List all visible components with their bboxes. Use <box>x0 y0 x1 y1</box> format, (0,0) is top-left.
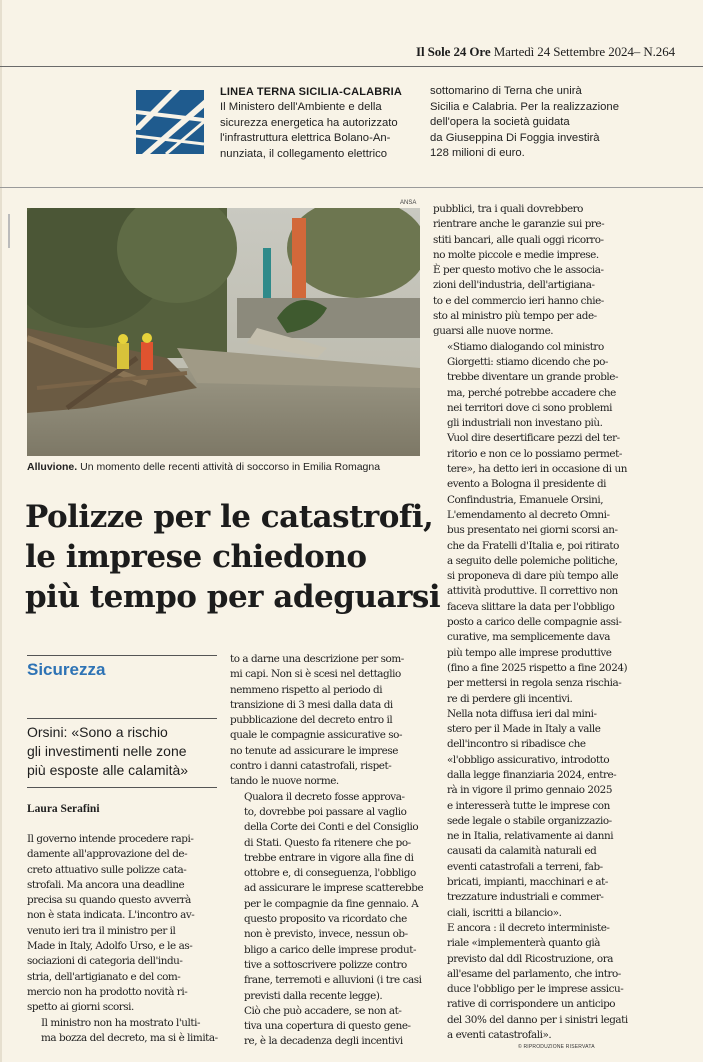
author-byline: Laura Serafini <box>27 803 100 815</box>
subtitle-rule <box>27 787 217 788</box>
subtitle-line: gli investimenti nelle zone <box>27 743 187 759</box>
article-paragraph <box>433 921 629 1043</box>
article-column-3 <box>433 202 629 1043</box>
text-line: tere», ha detto ieri in occasione di un <box>447 463 627 476</box>
text-line: precisa su quando questo avverrà <box>27 894 191 907</box>
text-line: trebbe entrare in vigore alla fine di <box>244 851 414 864</box>
brief-line: sicurezza energetica ha autorizzato <box>220 116 398 129</box>
text-line: «l'obbligo assicurativo, introdotto <box>447 753 610 766</box>
text-line: re, è la decadenza degli incentivi <box>244 1035 403 1048</box>
text-line: a eventi catastrofali». <box>447 1029 552 1042</box>
subtitle-line: più esposte alle calamità» <box>27 762 189 778</box>
article-paragraph <box>230 790 425 1004</box>
photo-credit: ANSA <box>400 200 417 206</box>
text-line: attività produttive. Il correttivo non <box>447 585 618 598</box>
text-line: trezzature industriali e commer- <box>447 891 604 904</box>
text-line: per le compagnie da fine gennaio. A <box>244 897 419 910</box>
brief-title: LINEA TERNA SICILIA-CALABRIA <box>220 86 402 98</box>
text-line: del 30% del danno per i sinistri legati <box>447 1013 628 1026</box>
text-line: (fino a fine 2025 rispetto a fine 2024) <box>447 661 628 674</box>
text-line: no tenute ad assicurare le imprese <box>230 744 398 757</box>
page-header <box>0 38 703 68</box>
text-line: damente all'approvazione del de- <box>27 848 188 861</box>
text-line: no molte piccole e medie imprese. <box>433 248 599 261</box>
text-line: all'esame del parlamento, che intro- <box>447 967 621 980</box>
text-line: Ciò che può accadere, se non at- <box>244 1004 402 1017</box>
text-line: pubblici, tra i quali dovrebbero <box>433 203 583 215</box>
text-line: zioni dell'industria, dell'artigiana- <box>433 279 595 292</box>
text-line: ad assicurare le imprese scatterebbe <box>244 882 424 895</box>
text-line: spetto ai giorni scorsi. <box>27 1001 134 1014</box>
text-line: quale le compagnie assicurative so- <box>230 729 403 742</box>
text-line: della Corte dei Conti e del Consiglio <box>244 821 419 834</box>
text-line: stero per il Made in Italy a valle <box>447 723 601 736</box>
text-line: transizione di 3 mesi dalla data di <box>230 698 393 711</box>
text-line: «Stiamo dialogando col ministro <box>447 340 604 353</box>
section-rule-bottom <box>27 718 217 719</box>
flood-photo <box>27 208 420 456</box>
text-line: gli industriali non investano più. <box>447 417 603 430</box>
text-line: duce l'obbligo per le imprese assicu- <box>447 983 624 996</box>
text-line: strofali. Ma ancora una deadline <box>27 878 185 891</box>
text-line: Il governo intende procedere rapi- <box>27 833 194 845</box>
text-line: Qualora il decreto fosse approva- <box>244 790 405 803</box>
text-line: si proponeva di dare più tempo alle <box>447 570 619 583</box>
text-line: eventi catastrofali a terreni, fab- <box>447 860 603 873</box>
text-line: più tempo alle imprese produttive <box>447 646 612 659</box>
text-line: ciali, iscritti a bilancio». <box>447 906 562 919</box>
text-line: Nella nota diffusa ieri dal mini- <box>447 707 597 720</box>
text-line: L'emendamento al decreto Omni- <box>447 508 610 521</box>
headline-line: Polizze per le catastrofi, <box>25 499 434 535</box>
text-line: guarsi alle nuove norme. <box>433 325 554 338</box>
text-line: pubblicazione del decreto entro il <box>230 714 393 727</box>
text-line: re di perdere gli incentivi. <box>447 692 573 705</box>
text-line: Il ministro non ha mostrato l'ulti- <box>41 1016 201 1029</box>
text-line: stiti bancari, alle quali oggi ricorro- <box>433 233 604 246</box>
text-line: to, dovrebbe poi passare al vaglio <box>244 805 407 818</box>
text-line: bligo a carico delle imprese produt- <box>244 943 417 956</box>
text-line: riale «implementerà quanto già <box>447 937 601 950</box>
brief-line: sottomarino di Terna che unirà <box>430 85 582 97</box>
article-paragraph <box>433 202 629 340</box>
text-line: mercio non ha prodotto novità ri- <box>27 985 188 998</box>
text-line: che da Fratelli d'Italia e, poi ritirato <box>447 539 619 552</box>
text-line: È per questo motivo che le associa- <box>433 264 604 277</box>
headline-line: le imprese chiedono <box>25 539 367 575</box>
text-line: nei territori dove ci sono problemi <box>447 401 613 414</box>
page-fold-shadow <box>0 0 2 1062</box>
issue-date: Martedì 24 Settembre 2024– N.264 <box>490 44 675 59</box>
article-paragraph <box>230 652 425 790</box>
text-line: sociazioni di categoria dell'indu- <box>27 955 183 968</box>
brief-line: 128 milioni di euro. <box>430 147 525 160</box>
article-paragraph <box>433 707 629 921</box>
caption-label: Alluvione. <box>27 461 78 473</box>
brief-line: l'infrastruttura elettrica Bolano-An- <box>220 132 391 145</box>
photo-caption <box>27 461 380 473</box>
text-line: to a darne una descrizione per som- <box>230 653 404 665</box>
article-paragraph <box>27 1016 219 1047</box>
brief-line: Sicilia e Calabria. Per la realizzazione <box>430 100 619 113</box>
brief-line: da Giuseppina Di Foggia investirà <box>430 131 600 144</box>
brief-line: Il Ministero dell'Ambiente e della <box>220 101 382 113</box>
text-line: previsto dal ddl Ricostruzione, ora <box>447 952 613 965</box>
text-line: e interesserà tutte le imprese con <box>447 799 610 812</box>
header-text <box>416 44 675 60</box>
section-label: Sicurezza <box>27 660 106 679</box>
text-line: rà in vigore il primo gennaio 2025 <box>447 784 613 797</box>
text-line: venuto ieri tra il ministro per il <box>27 924 176 937</box>
subtitle-line: Orsini: «Sono a rischio <box>27 724 168 740</box>
power-line-icon <box>136 90 204 154</box>
text-line: questo proposito va ricordato che <box>244 913 407 926</box>
article-paragraph <box>433 340 629 707</box>
text-line: mi capi. Non si è scesi nel dettaglio <box>230 668 401 681</box>
text-line: Giorgetti: stiamo dicendo che po- <box>447 355 608 368</box>
text-line: bus presentato nei giorni scorsi an- <box>447 524 618 537</box>
text-line: non è stata indicata. L'incontro av- <box>27 909 195 922</box>
text-line: to e del commercio ieri hanno chie- <box>433 294 604 307</box>
text-line: frane, terremoti e alluvioni (i tre casi <box>244 974 422 987</box>
text-line: nemmeno rispetto al periodo di <box>230 683 383 696</box>
text-line: Confindustria, Emanuele Orsini, <box>447 493 604 506</box>
text-line: per mettersi in regola senza rischia- <box>447 677 622 690</box>
text-line: rientrare anche le garanzie sui pre- <box>433 218 605 231</box>
text-line: E ancora : il decreto interministe- <box>447 921 610 934</box>
text-line: a seguito delle polemiche politiche, <box>447 554 618 567</box>
masthead: Il Sole 24 Ore <box>415 44 491 59</box>
copyright-notice: © RIPRODUZIONE RISERVATA <box>518 1044 595 1050</box>
text-line: ma bozza del decreto, ma si è limita- <box>41 1031 218 1044</box>
text-line: rative di corrispondere un anticipo <box>447 998 616 1011</box>
text-line: tando le nuove norme. <box>230 775 339 788</box>
margin-marker <box>8 214 10 248</box>
subtitle <box>27 723 222 780</box>
text-line: ne in Italia, relativamente ai danni <box>447 830 614 843</box>
caption-text: Un momento delle recenti attività di soccorso in Emilia Romagna <box>77 461 381 473</box>
brief-column-1 <box>220 100 398 162</box>
brief-column-2 <box>430 84 619 162</box>
headline <box>25 497 441 617</box>
text-line: evento a Bologna il presidente di <box>447 478 607 491</box>
text-line: sede legale o stabile organizzazio- <box>447 814 612 827</box>
section-divider <box>0 187 703 188</box>
text-line: stria, dell'artigianato e del com- <box>27 970 181 983</box>
brief-line: dell'opera la società guidata <box>430 116 570 129</box>
text-line: contro i danni catastrofali, rispet- <box>230 760 392 773</box>
article-paragraph <box>230 1004 425 1050</box>
text-line: dell'incontro si ribadisce che <box>447 738 586 751</box>
text-line: causati da calamità naturali ed <box>447 845 597 858</box>
text-line: sto al ministro più tempo per ade- <box>433 310 597 323</box>
text-line: tive a sottoscrivere polizze contro <box>244 958 407 971</box>
text-line: bricati, impianti, macchinari e at- <box>447 876 608 889</box>
text-line: ritorio e non ce lo possiamo permet- <box>447 447 622 460</box>
text-line: non è previsto, invece, nessun ob- <box>244 928 408 941</box>
headline-line: più tempo per adeguarsi <box>25 579 441 615</box>
text-line: Vuol dire desertificare pezzi del ter- <box>447 432 620 445</box>
header-rule <box>0 66 703 67</box>
text-line: faceva slittare la data per l'obbligo <box>447 600 615 613</box>
section-rule-top <box>27 655 217 656</box>
text-line: trebbe diventare un grande proble- <box>447 371 619 384</box>
article-column-2 <box>230 652 425 1050</box>
text-line: previsti dalla recente legge). <box>244 989 383 1002</box>
text-line: tiva una copertura di questo gene- <box>244 1020 411 1033</box>
text-line: di Stati. Questo fa ritenere che po- <box>244 836 411 849</box>
text-line: ma, perché potrebbe accadere che <box>447 386 616 399</box>
text-line: Made in Italy, Adolfo Urso, e le as- <box>27 940 193 953</box>
text-line: ottobre e, di conseguenza, l'obbligo <box>244 867 416 880</box>
brief-line: nunziata, il collegamento elettrico <box>220 147 388 160</box>
article-column-1 <box>27 832 219 1046</box>
article-paragraph <box>27 832 219 1016</box>
text-line: curative, ma semplicemente dava <box>447 631 611 644</box>
text-line: dalla legge finanziaria 2024, entre- <box>447 768 617 781</box>
text-line: creto attuativo sulle polizze cata- <box>27 863 187 876</box>
text-line: posto a carico delle compagnie assi- <box>447 616 622 629</box>
